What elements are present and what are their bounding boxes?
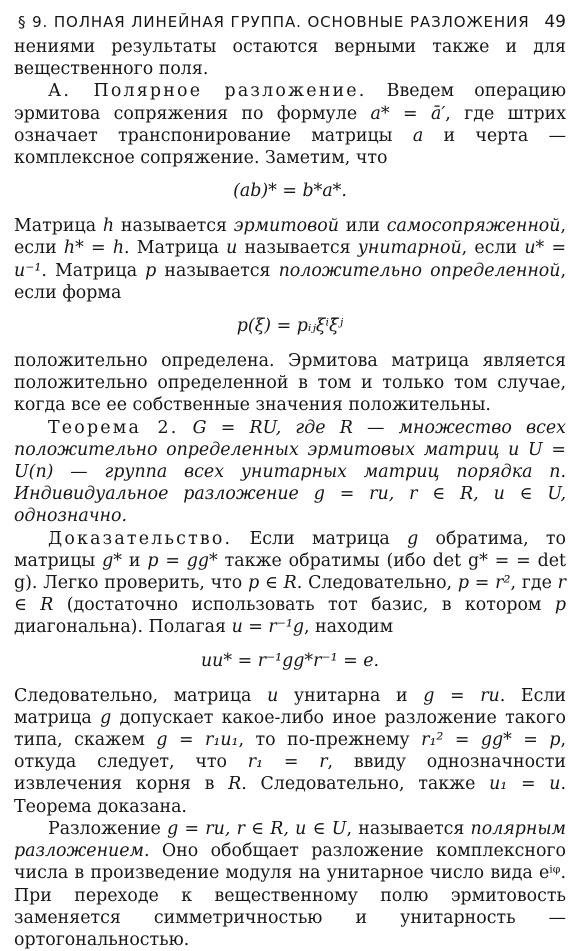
text-run: , называется [346,818,471,839]
text-run: называется [114,216,234,237]
text-run: u* = u⁻¹ [14,238,567,281]
text-run: Следовательно, матрица [14,685,268,706]
text-run: и [121,550,148,571]
proof-paragraph [14,528,566,639]
text-run: положительно определенной [278,260,561,281]
text-run: g [407,528,419,549]
formula-conjugate-product: (ab)* = b*a*. [233,181,347,202]
text-run: называется [156,260,279,281]
text-run: допускает какое-либо иное разложение такого типа, скажем [14,707,566,751]
text-run: . Матрица [124,238,227,259]
text-run: унитарна и [278,685,424,706]
running-head [18,8,566,36]
text-run: r ∈ R [14,573,566,616]
text-run: Если матрица [232,528,408,549]
text-run: h [102,216,115,237]
paragraph-polar-decomposition [14,818,566,951]
paragraph-definitions [14,215,566,304]
text-run: p ∈ R [248,573,297,594]
theorem-label: Теорема 2. [48,417,179,438]
text-run: также обратимы (ибо det g* = = det g). Легко проверить, что [14,550,566,594]
section-title: § 9. ПОЛНАЯ ЛИНЕЙНАЯ ГРУППА. ОСНОВНЫЕ РАЗЛОЖЕНИЯ [18,13,530,31]
text-run: u [226,238,238,259]
text-run: . Следовательно, также [241,774,490,795]
text-run: , где штрих означает транспонирование матрицы [14,103,567,146]
text-run: унитарной [357,238,462,259]
text-run: Разложение [48,818,168,839]
text-run: u = r⁻¹g [231,617,304,638]
text-run: . При переходе к вещественному полю эрмитовость заменяется симметричностью и унитарность — ортогональностью. [14,863,566,950]
theorem-2 [14,417,566,528]
text-run: полярным разложением [14,818,566,862]
paragraph-continuation: нениями результаты остаются верными также и для вещественного поля. [14,37,566,80]
text-run: u [267,685,279,706]
theorem-statement: G = RU, где R — множество всех положительно определенных эрмитовых матриц и U = U(n) — группа всех унитарных матриц порядка n. Индивидуальное разложение g = ru, r ∈ R, u ∈ U, однозначно. [14,417,566,527]
text-run: , где [510,573,558,594]
text-run: g = r₁u₁ [156,730,239,751]
text-run: , ввиду однозначности извлечения корня в [14,752,566,795]
text-run: g* [102,550,122,571]
text-run: диагональна). Полагая [14,617,232,638]
formula-unitary-check: uu* = r⁻¹gg*r⁻¹ = e. [200,650,380,671]
text-run: , если [461,238,525,259]
text-run: , то по-прежнему [238,730,422,751]
text-run: или [338,216,387,237]
text-run: h* = h [63,238,125,259]
text-run: . Оно обобщает разложение комплексного числа в произведение модуля на унитарное число вида [14,841,566,884]
math-inline: a* = ā′ [370,103,446,124]
paragraph-polar-intro [14,80,566,169]
text-run: r₁ = r [247,752,328,773]
text-run: обратима, то матрицы [14,528,566,571]
proof-label: Доказательство. [48,528,233,549]
text-run: , если форма [14,260,567,303]
text-run: называется [237,238,358,259]
text-run: p = gg* [147,550,218,571]
text-run: самосопряженной [386,216,561,237]
text-run: эрмитовой [233,216,339,237]
text-run: . Теорема доказана. [14,774,567,817]
text-run: g = ru, r ∈ R, u ∈ U [167,818,347,839]
text-run: u₁ = u [489,774,561,795]
text-run: , находим [304,617,394,638]
text-run: R [228,774,242,795]
text-run: и черта — комплексное сопряжение. Заметим, что [14,125,566,169]
text-run: . Следовательно, [296,573,458,594]
subsection-label: А. Полярное разложение. [48,81,367,102]
math-inline: a [412,125,424,146]
text-run: Введем операцию эрмитова сопряжения по формуле [14,81,566,124]
text-run: Матрица [14,216,103,237]
text-run: (достаточно использовать тот базис, в котором [53,595,555,616]
proof-conclusion [14,685,566,818]
text-run: p [554,595,566,616]
text-run: g [100,707,112,728]
text-run: . Матрица [41,260,146,281]
page-number: 49 [544,12,566,32]
text-run: r₁² = gg* = p [421,730,561,751]
text-run: eⁱᵠ [539,863,561,884]
text-run: , если [14,216,566,259]
text-run: p = r² [457,573,511,594]
text-run: . Если матрица [14,685,566,728]
text-run: p [145,260,157,281]
paragraph-positive-definite: положительно определена. Эрмитова матрица является положительно определенной в том и только том случае, когда все ее собственные значения положительны. [14,351,566,416]
text-run: , откуда следует, что [14,730,566,773]
text-run: g = ru [423,685,500,706]
formula-quadratic-form: p(ξ) = pᵢⱼξⁱξ̄ʲ [236,316,344,337]
